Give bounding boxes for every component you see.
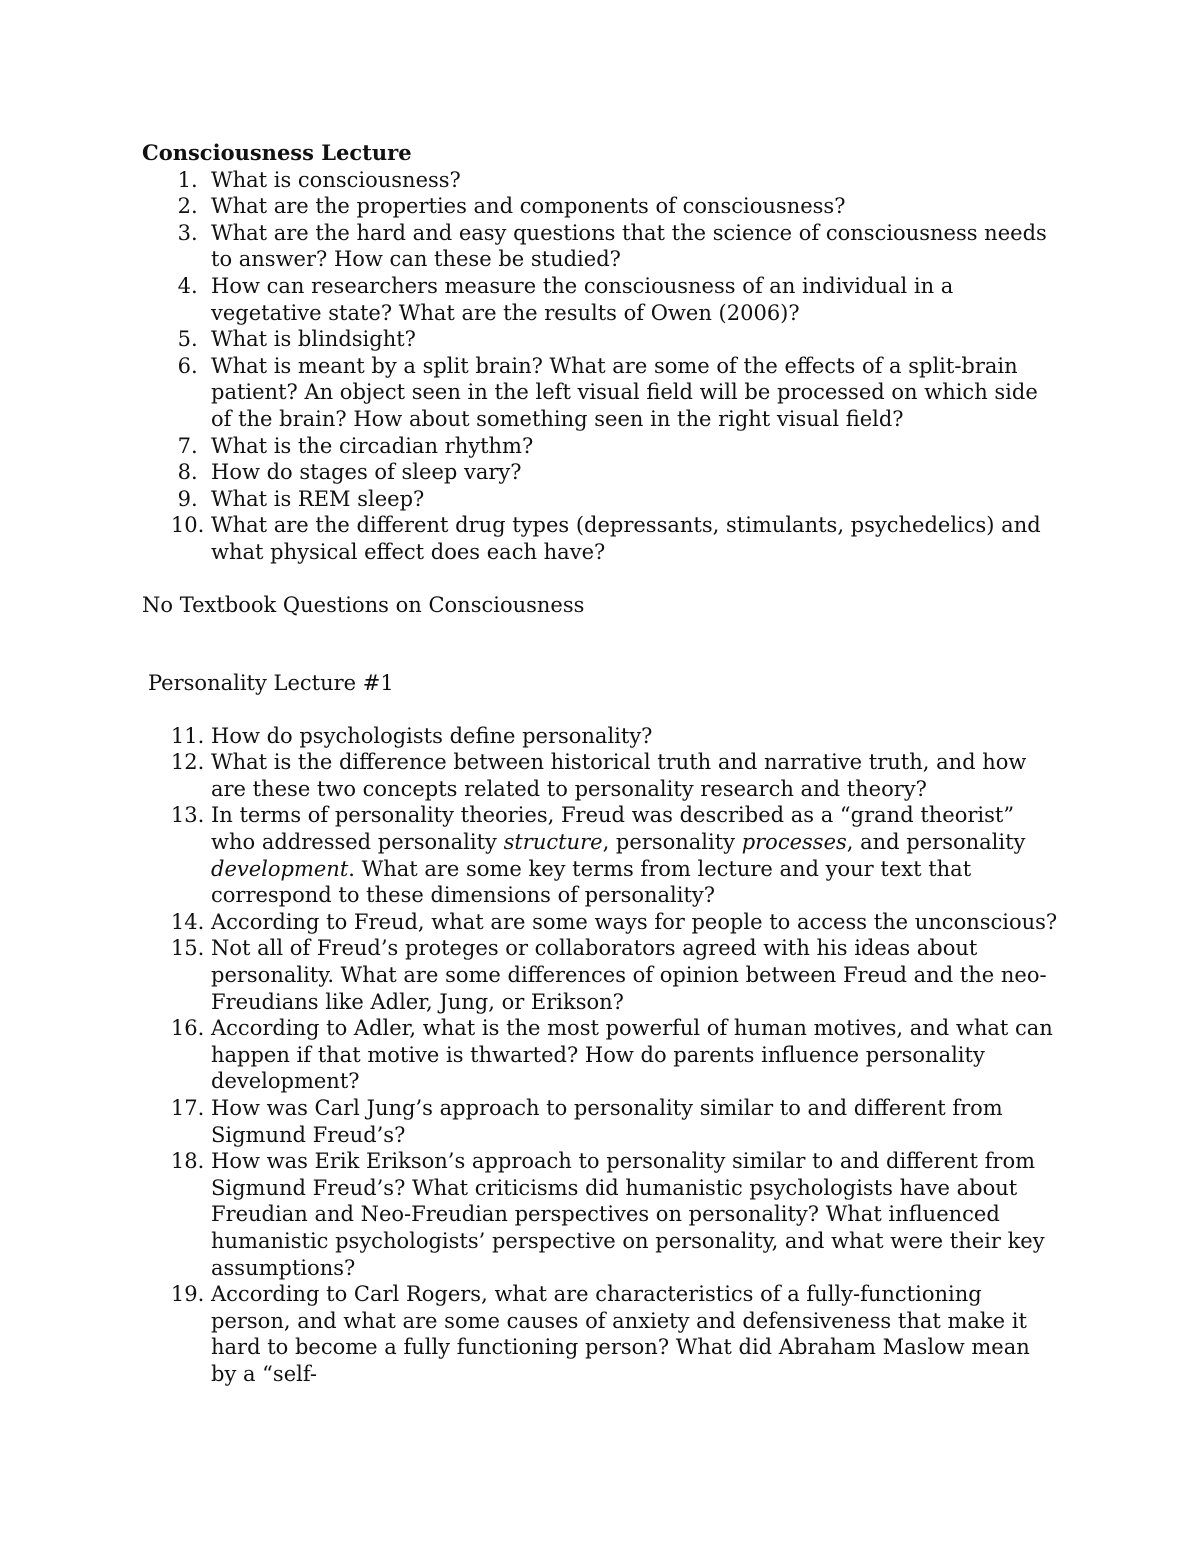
list-item: [142, 459, 1060, 486]
item-text: What is the difference between historical truth and narrative truth, and how are these two concepts related to personality research and theory?: [211, 750, 1027, 801]
list-item: [142, 220, 1060, 273]
consciousness-note: No Textbook Questions on Consciousness: [142, 592, 585, 617]
list-item: [142, 723, 1060, 750]
list-item: [142, 935, 1060, 1015]
list-item: [142, 1281, 1060, 1387]
item-text: How was Erik Erikson’s approach to personality similar to and different from Sigmund Freud’s? What criticisms did humanistic psychologists have about Freudian and Neo-Freudian perspectives on personality? What influenced humanistic psychologists’ perspective on personality, and what were their key assumptions?: [211, 1149, 1045, 1280]
list-item: [142, 353, 1060, 433]
item-number: 12.: [170, 750, 205, 775]
list-item: [142, 1148, 1060, 1281]
emphasis-structure: structure: [503, 830, 603, 855]
list-item: [142, 1095, 1060, 1148]
item-text: What is the circadian rhythm?: [211, 433, 534, 458]
item-number: 11.: [170, 723, 205, 748]
item-text: What is blindsight?: [211, 327, 416, 352]
item-number: 16.: [170, 1016, 205, 1041]
emphasis-processes: processes: [741, 830, 847, 855]
item-text: How can researchers measure the consciousness of an individual in a vegetative state? What are the results of Owen (2006)?: [211, 273, 954, 325]
item-number: 13.: [170, 803, 205, 828]
item-text: What is REM sleep?: [211, 486, 425, 511]
list-item: [142, 193, 1060, 220]
item-number: 7.: [177, 433, 198, 458]
item-number: 8.: [177, 460, 198, 485]
item-number: 3.: [177, 220, 198, 245]
item-text: What are the different drug types (depressants, stimulants, psychedelics) and what physical effect does each have?: [211, 513, 1041, 564]
list-item: [142, 802, 1060, 908]
item-number: 14.: [170, 909, 205, 934]
spacer: [142, 566, 1060, 592]
list-item: [142, 167, 1060, 194]
item-text: According to Freud, what are some ways for people to access the unconscious?: [211, 909, 1058, 934]
list-item: [142, 486, 1060, 513]
list-item: [142, 909, 1060, 936]
list-item: [142, 273, 1060, 326]
item-text: What are the properties and components of consciousness?: [211, 194, 846, 219]
consciousness-question-list: [142, 167, 1060, 566]
item-text: How do psychologists define personality?: [211, 723, 653, 748]
item-text: According to Carl Rogers, what are characteristics of a fully-functioning person, and what are some causes of anxiety and defensiveness that make it hard to become a fully functioning person? What did Abraham Maslow mean by a “self-: [211, 1282, 1030, 1386]
personality-question-list: [142, 723, 1060, 1388]
consciousness-heading: Consciousness Lecture: [142, 140, 412, 165]
item-number: 10.: [170, 513, 205, 538]
item-text: According to Adler, what is the most powerful of human motives, and what can happen if that motive is thwarted? How do parents influence personality development?: [211, 1016, 1053, 1094]
item-number: 1.: [177, 167, 198, 192]
item-text: Not all of Freud’s proteges or collaborators agreed with his ideas about personality. What are some differences of opinion between Freud and the neo-Freudians like Adler, Jung, or Erikson?: [211, 936, 1047, 1014]
list-item: [142, 326, 1060, 353]
list-item: [142, 512, 1060, 565]
item-number: 4.: [177, 273, 198, 298]
item-number: 15.: [170, 936, 205, 961]
emphasis-development: development: [211, 856, 349, 881]
item-text: How was Carl Jung’s approach to personality similar to and different from Sigmund Freud’s?: [211, 1096, 1003, 1147]
list-item: [142, 433, 1060, 460]
item-text: What are the hard and easy questions that the science of consciousness needs to answer? How can these be studied?: [211, 220, 1047, 272]
item-text: What is meant by a split brain? What are some of the effects of a split-brain patient? An object seen in the left visual field will be processed on which side of the brain? How about something seen in the right visual field?: [211, 353, 1038, 431]
item-number: 6.: [177, 353, 198, 378]
item-text: In terms of personality theories, Freud was described as a “grand theorist” who addressed personality structure, personality processes, and personality development. What are some key terms from lecture and your text that correspond to these dimensions of personality?: [211, 803, 1026, 908]
personality-heading: Personality Lecture #1: [148, 671, 394, 696]
item-number: 5.: [177, 327, 198, 352]
item-text: How do stages of sleep vary?: [211, 460, 522, 485]
item-number: 17.: [170, 1096, 205, 1120]
spacer: [142, 618, 1060, 670]
list-item: [142, 749, 1060, 802]
item-number: 18.: [170, 1149, 205, 1174]
item-number: 9.: [177, 486, 198, 511]
item-number: 2.: [177, 194, 198, 219]
list-item: [142, 1015, 1060, 1095]
spacer: [142, 697, 1060, 723]
item-text: What is consciousness?: [211, 167, 461, 192]
item-number: 19.: [170, 1282, 205, 1307]
